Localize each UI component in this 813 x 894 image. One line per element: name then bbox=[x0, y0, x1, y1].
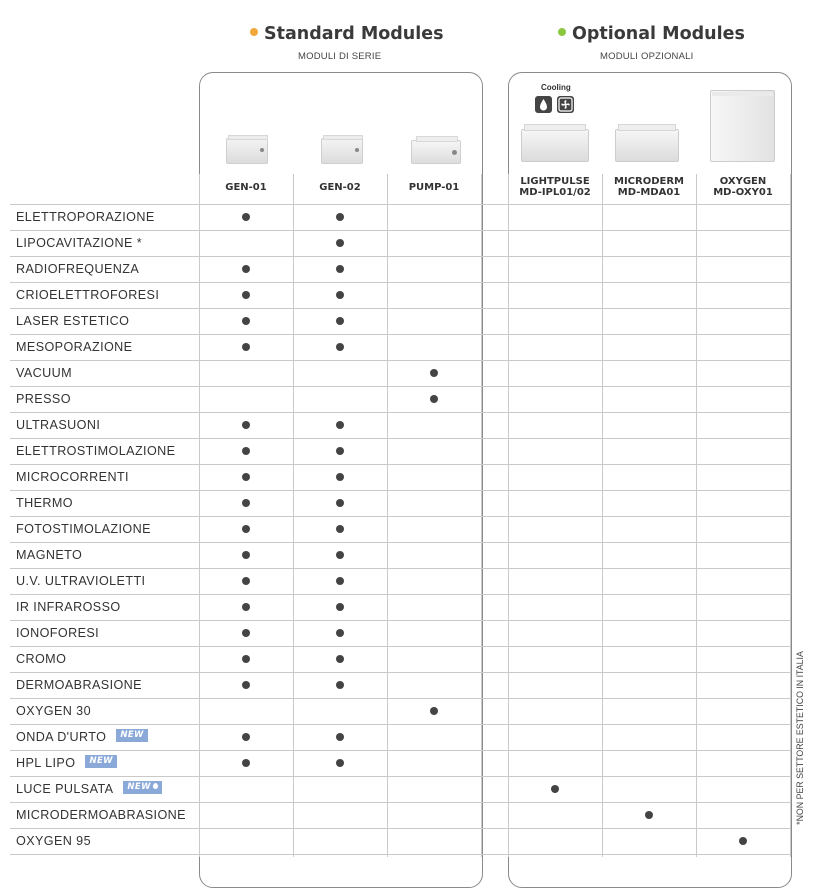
row-label bbox=[16, 490, 73, 516]
row-label-text: MESOPORAZIONE bbox=[16, 340, 133, 354]
column-header-line1: GEN-02 bbox=[319, 182, 361, 193]
column-header-line1: LIGHTPULSE bbox=[520, 176, 590, 187]
column-header-line2: MD-IPL01/02 bbox=[519, 187, 591, 198]
column-header-4 bbox=[602, 176, 696, 198]
row-label-text: U.V. ULTRAVIOLETTI bbox=[16, 574, 146, 588]
availability-dot bbox=[242, 343, 250, 351]
drop-icon bbox=[535, 96, 552, 113]
availability-dot bbox=[739, 837, 747, 845]
grid-hline bbox=[10, 594, 791, 595]
standard-dot-icon bbox=[250, 28, 258, 36]
grid-hline bbox=[10, 620, 791, 621]
row-label bbox=[16, 438, 175, 464]
side-note bbox=[783, 638, 813, 838]
row-label bbox=[16, 256, 139, 282]
availability-dot bbox=[645, 811, 653, 819]
availability-dot bbox=[242, 447, 250, 455]
row-label-text: VACUUM bbox=[16, 366, 73, 380]
standard-modules-title bbox=[250, 24, 444, 44]
grid-hline bbox=[10, 360, 791, 361]
availability-dot bbox=[242, 629, 250, 637]
row-label-text: IR INFRAROSSO bbox=[16, 600, 121, 614]
row-label bbox=[16, 204, 155, 230]
row-label-text: MICRODERMOABRASIONE bbox=[16, 808, 186, 822]
side-note-text: *NON PER SETTORE ESTETICO IN ITALIA bbox=[795, 651, 805, 825]
optional-modules-title bbox=[558, 24, 745, 44]
row-label bbox=[16, 750, 117, 776]
standard-modules-subtitle: MODULI DI SERIE bbox=[298, 51, 382, 62]
row-label-text: MAGNETO bbox=[16, 548, 83, 562]
row-label bbox=[16, 672, 142, 698]
column-header-line2: MD-MDA01 bbox=[617, 187, 681, 198]
row-label bbox=[16, 412, 100, 438]
row-label bbox=[16, 828, 91, 854]
grid-hline bbox=[10, 750, 791, 751]
grid-hline bbox=[10, 854, 791, 855]
availability-dot bbox=[336, 681, 344, 689]
column-header-line1: PUMP-01 bbox=[408, 182, 460, 193]
availability-dot bbox=[242, 525, 250, 533]
availability-dot bbox=[336, 265, 344, 273]
availability-dot bbox=[336, 759, 344, 767]
availability-dot bbox=[242, 681, 250, 689]
availability-dot bbox=[551, 785, 559, 793]
availability-dot bbox=[242, 655, 250, 663]
availability-dot bbox=[336, 525, 344, 533]
row-label-text: CROMO bbox=[16, 652, 67, 666]
new-badge-text: NEW bbox=[127, 782, 151, 793]
availability-dot bbox=[242, 265, 250, 273]
availability-dot bbox=[336, 733, 344, 741]
row-label-text: THERMO bbox=[16, 496, 73, 510]
row-label bbox=[16, 646, 66, 672]
row-label-text: MICROCORRENTI bbox=[16, 470, 129, 484]
availability-dot bbox=[242, 603, 250, 611]
column-header-2 bbox=[387, 182, 481, 193]
availability-dot bbox=[336, 317, 344, 325]
row-label-text: LUCE PULSATA bbox=[16, 782, 114, 796]
row-label bbox=[16, 698, 91, 724]
grid-hline bbox=[10, 386, 791, 387]
column-header-line2: MD-OXY01 bbox=[713, 187, 773, 198]
availability-dot bbox=[242, 551, 250, 559]
row-label-text: OXYGEN 95 bbox=[16, 834, 91, 848]
optional-dot-icon bbox=[558, 28, 566, 36]
row-label bbox=[16, 802, 186, 828]
column-header-1 bbox=[293, 182, 387, 193]
column-header-5 bbox=[696, 176, 790, 198]
row-label-text: LASER ESTETICO bbox=[16, 314, 130, 328]
availability-dot bbox=[336, 629, 344, 637]
grid-hline bbox=[10, 646, 791, 647]
availability-dot bbox=[430, 707, 438, 715]
row-label bbox=[16, 360, 72, 386]
availability-dot bbox=[242, 759, 250, 767]
row-label-text: PRESSO bbox=[16, 392, 71, 406]
grid-hline bbox=[10, 412, 791, 413]
availability-dot bbox=[242, 213, 250, 221]
availability-dot bbox=[336, 291, 344, 299]
column-header-line1: MICRODERM bbox=[614, 176, 684, 187]
availability-dot bbox=[336, 577, 344, 585]
column-header-line1: GEN-01 bbox=[225, 182, 267, 193]
availability-dot bbox=[430, 395, 438, 403]
column-header-0 bbox=[199, 182, 293, 193]
row-label bbox=[16, 386, 71, 412]
new-badge bbox=[116, 729, 148, 742]
row-label-text: FOTOSTIMOLAZIONE bbox=[16, 522, 151, 536]
row-label-text: ONDA D'URTO bbox=[16, 730, 107, 744]
availability-dot bbox=[336, 421, 344, 429]
row-label bbox=[16, 282, 159, 308]
availability-dot bbox=[336, 551, 344, 559]
row-label bbox=[16, 464, 129, 490]
new-badge bbox=[123, 781, 162, 794]
row-label bbox=[16, 620, 99, 646]
row-label-text: ULTRASUONI bbox=[16, 418, 101, 432]
fan-icon bbox=[557, 96, 574, 113]
optional-modules-subtitle: MODULI OPZIONALI bbox=[600, 51, 694, 62]
availability-dot bbox=[430, 369, 438, 377]
row-label-text: ELETTROSTIMOLAZIONE bbox=[16, 444, 176, 458]
row-label bbox=[16, 308, 129, 334]
grid-hline bbox=[10, 828, 791, 829]
availability-dot bbox=[336, 447, 344, 455]
new-badge-text: NEW bbox=[120, 730, 144, 741]
availability-dot bbox=[242, 577, 250, 585]
availability-dot bbox=[242, 499, 250, 507]
row-label-text: HPL LIPO bbox=[16, 756, 76, 770]
availability-dot bbox=[242, 291, 250, 299]
new-badge-text: NEW bbox=[89, 756, 113, 767]
optional-title-text: Optional Modules bbox=[572, 24, 745, 44]
row-label-text: IONOFORESI bbox=[16, 626, 100, 640]
standard-title-text: Standard Modules bbox=[264, 24, 444, 44]
availability-dot bbox=[336, 473, 344, 481]
row-label-text: ELETTROPORAZIONE bbox=[16, 210, 155, 224]
availability-dot bbox=[242, 473, 250, 481]
availability-dot bbox=[242, 317, 250, 325]
availability-dot bbox=[336, 603, 344, 611]
column-header-line1: OXYGEN bbox=[719, 176, 767, 187]
new-badge bbox=[85, 755, 117, 768]
grid-hline bbox=[10, 490, 791, 491]
availability-dot bbox=[336, 239, 344, 247]
row-label-text: CRIOELETTROFORESI bbox=[16, 288, 160, 302]
availability-dot bbox=[242, 733, 250, 741]
column-header-3 bbox=[508, 176, 602, 198]
row-label bbox=[16, 516, 151, 542]
availability-dot bbox=[336, 655, 344, 663]
row-label-text: OXYGEN 30 bbox=[16, 704, 91, 718]
cooling-drop-icon bbox=[153, 783, 158, 789]
grid-hline bbox=[10, 698, 791, 699]
row-label bbox=[16, 334, 132, 360]
availability-dot bbox=[336, 343, 344, 351]
row-label bbox=[16, 568, 145, 594]
row-label-text: LIPOCAVITAZIONE * bbox=[16, 236, 142, 250]
row-label bbox=[16, 724, 148, 750]
row-label bbox=[16, 230, 142, 256]
availability-dot bbox=[336, 499, 344, 507]
cooling-label: Cooling bbox=[541, 83, 571, 92]
row-label bbox=[16, 594, 121, 620]
row-label bbox=[16, 776, 162, 802]
row-label-text: RADIOFREQUENZA bbox=[16, 262, 140, 276]
availability-dot bbox=[242, 421, 250, 429]
availability-dot bbox=[336, 213, 344, 221]
row-label-text: DERMOABRASIONE bbox=[16, 678, 142, 692]
grid-hline bbox=[10, 542, 791, 543]
row-label bbox=[16, 542, 82, 568]
